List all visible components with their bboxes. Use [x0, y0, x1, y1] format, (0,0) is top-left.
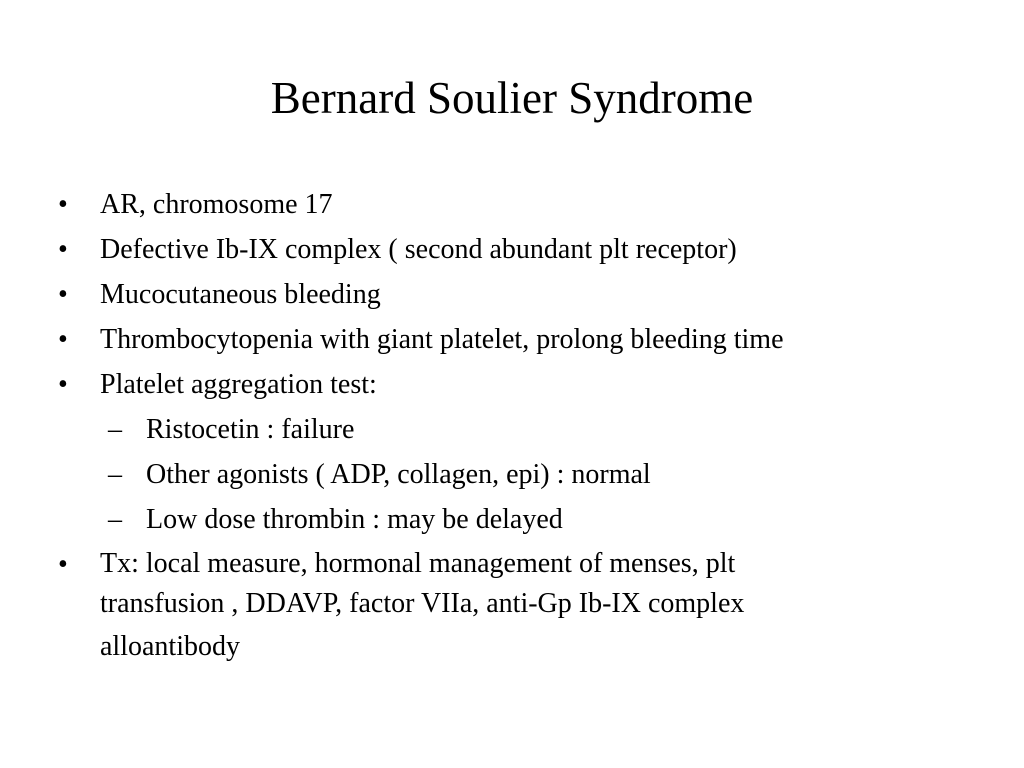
sub-bullet-item — [58, 452, 978, 497]
bullet-marker: • — [58, 549, 68, 580]
bullet-text-line: alloantibody — [100, 631, 240, 662]
slide-title: Bernard Soulier Syndrome — [270, 73, 754, 123]
sub-bullet-item — [58, 497, 978, 542]
bullet-item — [58, 272, 978, 317]
bullet-item — [58, 227, 978, 272]
sub-bullet-text: Ristocetin : failure — [146, 414, 355, 445]
sub-bullet-marker: – — [108, 414, 122, 445]
bullet-item — [58, 542, 978, 669]
bullet-marker: • — [58, 324, 68, 355]
bullet-text — [100, 542, 978, 669]
bullet-item — [58, 317, 978, 362]
bullet-text: Platelet aggregation test: — [100, 369, 377, 400]
sub-bullet-marker: – — [108, 504, 122, 535]
bullet-text: Mucocutaneous bleeding — [100, 279, 381, 310]
sub-bullet-marker: – — [108, 459, 122, 490]
bullet-text-line: transfusion , DDAVP, factor VIIa, anti-Gp Ib-IX complex — [100, 588, 745, 619]
bullet-marker: • — [58, 189, 68, 220]
bullet-list — [58, 182, 978, 669]
bullet-marker: • — [58, 369, 68, 400]
bullet-text: Defective Ib-IX complex ( second abundant plt receptor) — [100, 234, 737, 265]
sub-bullet-text: Other agonists ( ADP, collagen, epi) : normal — [146, 459, 651, 490]
bullet-item — [58, 182, 978, 227]
bullet-text: Thrombocytopenia with giant platelet, prolong bleeding time — [100, 324, 784, 355]
sub-bullet-item — [58, 407, 978, 452]
bullet-marker: • — [58, 234, 68, 265]
bullet-item — [58, 362, 978, 407]
bullet-text-line: Tx: local measure, hormonal management of menses, plt — [100, 548, 736, 579]
bullet-text: AR, chromosome 17 — [100, 189, 333, 220]
sub-bullet-text: Low dose thrombin : may be delayed — [146, 504, 563, 535]
bullet-marker: • — [58, 279, 68, 310]
